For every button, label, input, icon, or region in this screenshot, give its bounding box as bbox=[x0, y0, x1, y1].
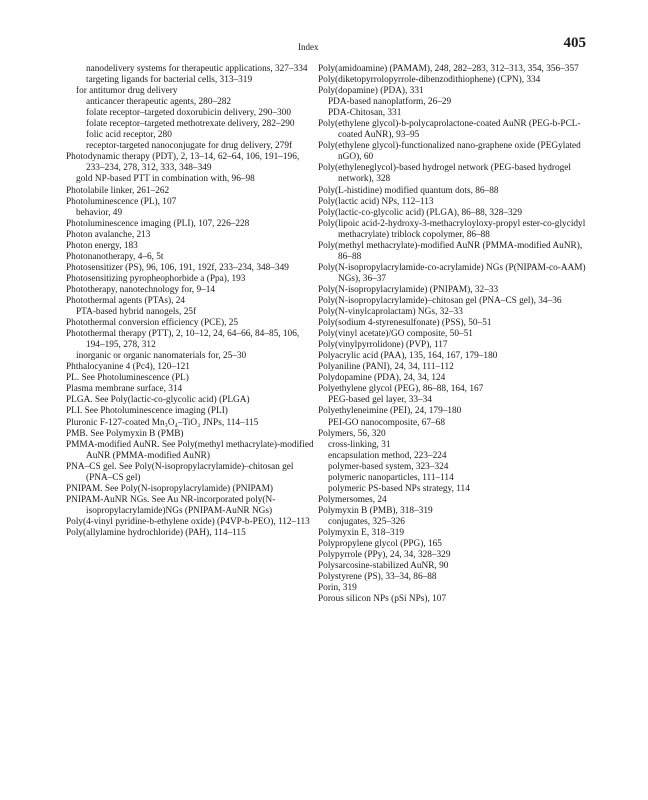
index-entry: Photoluminescence imaging (PLI), 107, 226–228 bbox=[66, 218, 250, 229]
index-column-left bbox=[66, 64, 314, 539]
index-subentry: polymeric nanoparticles, 111–114 bbox=[328, 472, 454, 483]
index-entry: PLGA. See Poly(lactic-co-glycolic acid) (PLGA) bbox=[66, 395, 250, 406]
index-subentry: targeting ligands for bacterial cells, 313–319 bbox=[86, 75, 253, 86]
index-entry: Porous silicon NPs (pSi NPs), 107 bbox=[318, 594, 447, 605]
index-entry: Polymersomes, 24 bbox=[318, 494, 387, 505]
index-entry: Polyacrylic acid (PAA), 135, 164, 167, 179–180 bbox=[318, 351, 498, 362]
index-entry: PLI. See Photoluminescence imaging (PLI) bbox=[66, 406, 228, 417]
index-entry: Polyethyleneimine (PEI), 24, 179–180 bbox=[318, 406, 462, 417]
index-subentry: receptor-targeted nanoconjugate for drug delivery, 279f bbox=[86, 141, 293, 152]
index-entry: Poly(ethylene glycol)-b-polycaprolactone-coated AuNR (PEG-b-PCL-coated AuNR), 93–95 bbox=[318, 119, 581, 141]
page-header bbox=[0, 34, 648, 56]
index-entry: Polymyxin B (PMB), 318–319 bbox=[318, 505, 433, 516]
index-entry: Polyethylene glycol (PEG), 86–88, 164, 167 bbox=[318, 384, 484, 395]
index-entry: Polypropylene glycol (PPG), 165 bbox=[318, 539, 442, 550]
index-entry: Poly(ethylene glycol)-functionalized nano-graphene oxide (PEGylated nGO), 60 bbox=[318, 141, 581, 163]
index-subentry: encapsulation method, 223–224 bbox=[328, 450, 447, 461]
index-entry: Poly(lactic acid) NPs, 112–113 bbox=[318, 196, 434, 207]
index-entry: Poly(vinylpyrrolidone) (PVP), 117 bbox=[318, 340, 448, 351]
index-entry: Poly(N-vinylcaprolactam) NGs, 32–33 bbox=[318, 307, 463, 318]
index-entry: Polymers, 56, 320 bbox=[318, 428, 386, 439]
index-entry: Photolabile linker, 261–262 bbox=[66, 185, 170, 196]
index-entry: Photothermal therapy (PTT), 2, 10–12, 24, 64–66, 84–85, 106, 194–195, 278, 312 bbox=[66, 329, 300, 351]
index-entry: PNA–CS gel. See Poly(N-isopropylacrylamide)–chitosan gel (PNA–CS gel) bbox=[66, 461, 294, 483]
index-entry: Photon energy, 183 bbox=[66, 240, 138, 251]
index-entry: Porin, 319 bbox=[318, 583, 357, 594]
index-entry: Poly(ethyleneglycol)-based hydrogel network (PEG-based hydrogel network), 328 bbox=[318, 163, 572, 185]
index-entry: Poly(lactic-co-glycolic acid) (PLGA), 86–88, 328–329 bbox=[318, 207, 522, 218]
index-subentry: PTA-based hybrid nanogels, 25f bbox=[76, 307, 197, 318]
index-subentry: folate receptor–targeted methotrexate delivery, 282–290 bbox=[86, 119, 295, 130]
index-entry: PMMA-modified AuNR. See Poly(methyl methacrylate)-modified AuNR (PMMA-modified AuNR) bbox=[66, 439, 314, 461]
index-subentry: gold NP-based PTT in combination with, 96–98 bbox=[76, 174, 255, 185]
index-entry: Poly(dopamine) (PDA), 331 bbox=[318, 86, 424, 97]
index-entry: Photothermal agents (PTAs), 24 bbox=[66, 295, 186, 306]
index-subentry: folic acid receptor, 280 bbox=[86, 130, 172, 141]
page-number: 405 bbox=[563, 35, 586, 51]
index-entry: Photosensitizer (PS), 96, 106, 191, 192f, 233–234, 348–349 bbox=[66, 262, 289, 273]
index-entry: Photonanotherapy, 4–6, 5t bbox=[66, 251, 164, 262]
index-subentry: inorganic or organic nanomaterials for, 25–30 bbox=[76, 351, 247, 362]
index-entry: Poly(L-histidine) modified quantum dots, 86–88 bbox=[318, 185, 499, 196]
index-entry: Pluronic F-127-coated Mn₃O₄–TiO₂ JNPs, 114–115 bbox=[66, 417, 259, 428]
index-entry: Poly(N-isopropylacrylamide) (PNIPAM), 32–33 bbox=[318, 284, 499, 295]
index-entry: Photodynamic therapy (PDT), 2, 13–14, 62–64, 106, 191–196, 233–234, 278, 312, 333, 348–349 bbox=[66, 152, 300, 174]
index-entry: Polypyrrole (PPy), 24, 34, 328–329 bbox=[318, 550, 451, 561]
index-entry: Photothermal conversion efficiency (PCE), 25 bbox=[66, 318, 239, 329]
index-subentry: nanodelivery systems for therapeutic applications, 327–334 bbox=[86, 64, 308, 74]
index-entry: Poly(diketopyrrolopyrrole-dibenzodithiophene) (CPN), 334 bbox=[318, 75, 541, 86]
index-subentry: polymeric PS-based NPs strategy, 114 bbox=[328, 483, 470, 494]
index-subentry: PEG-based gel layer, 33–34 bbox=[328, 395, 432, 406]
index-subentry: folate receptor–targeted doxorubicin delivery, 290–300 bbox=[86, 108, 291, 119]
index-entry: Phototherapy, nanotechnology for, 9–14 bbox=[66, 284, 216, 295]
index-column-right bbox=[318, 64, 586, 605]
index-entry: PNIPAM. See Poly(N-isopropylacrylamide) (PNIPAM) bbox=[66, 483, 273, 494]
index-entry: Poly(sodium 4-styrenesulfonate) (PSS), 50–51 bbox=[318, 318, 492, 329]
index-subentry: polymer-based system, 323–324 bbox=[328, 461, 449, 472]
index-entry: Poly(N-isopropylacrylamide-co-acrylamide) NGs (P(NIPAM-co-AAM) NGs), 36–37 bbox=[318, 262, 586, 284]
index-entry: Phthalocyanine 4 (Pc4), 120–121 bbox=[66, 362, 190, 373]
index-subentry: conjugates, 325–326 bbox=[328, 516, 405, 527]
index-subentry: anticancer therapeutic agents, 280–282 bbox=[86, 97, 232, 108]
index-entry: Poly(amidoamine) (PAMAM), 248, 282–283, 312–313, 354, 356–357 bbox=[318, 64, 579, 74]
index-entry: PNIPAM-AuNR NGs. See Au NR-incorporated poly(N-isopropylacrylamide)NGs (PNIPAM-AuNR NGs) bbox=[66, 494, 276, 516]
index-entry: Plasma membrane surface, 314 bbox=[66, 384, 183, 395]
index-entry: Photoluminescence (PL), 107 bbox=[66, 196, 177, 207]
index-entry: Photon avalanche, 213 bbox=[66, 229, 151, 240]
index-entry: Poly(vinyl acetate)/GO composite, 50–51 bbox=[318, 329, 473, 340]
index-subentry: PDA-Chitosan, 331 bbox=[328, 108, 402, 119]
index-entry: Photosensitizing pyropheophorbide a (Ppa), 193 bbox=[66, 273, 246, 284]
index-entry: Poly(methyl methacrylate)-modified AuNR (PMMA-modified AuNR), 86–88 bbox=[318, 240, 583, 262]
index-subentry: behavior, 49 bbox=[76, 207, 123, 218]
index-subentry: PDA-based nanoplatform, 26–29 bbox=[328, 97, 452, 108]
index-entry: PMB. See Polymyxin B (PMB) bbox=[66, 428, 184, 439]
index-entry: Poly(lipoic acid-2-hydroxy-3-methacryloyloxy-propyl ester-co-glycidyl methacrylate) triblock copolymer, 86–88 bbox=[318, 218, 586, 240]
index-subentry: for antitumor drug delivery bbox=[76, 86, 178, 97]
index-subentry: PEI-GO nanocomposite, 67–68 bbox=[328, 417, 445, 428]
index-entry: Poly(allylamine hydrochloride) (PAH), 114–115 bbox=[66, 527, 246, 538]
index-entry: Polyaniline (PANI), 24, 34, 111–112 bbox=[318, 362, 454, 373]
index-entry: Poly(N-isopropylacrylamide)–chitosan gel (PNA–CS gel), 34–36 bbox=[318, 295, 562, 306]
index-entry: Polystyrene (PS), 33–34, 86–88 bbox=[318, 572, 437, 583]
index-entry: Poly(4-vinyl pyridine-b-ethylene oxide) (P4VP-b-PEO), 112–113 bbox=[66, 516, 310, 527]
running-title: Index bbox=[298, 42, 319, 52]
index-entry: PL. See Photoluminescence (PL) bbox=[66, 373, 189, 384]
index-entry: Polysarcosine-stabilized AuNR, 90 bbox=[318, 561, 449, 572]
index-entry: Polymyxin E, 318–319 bbox=[318, 527, 405, 538]
index-entry: Polydopamine (PDA), 24, 34, 124 bbox=[318, 373, 446, 384]
index-subentry: cross-linking, 31 bbox=[328, 439, 391, 450]
